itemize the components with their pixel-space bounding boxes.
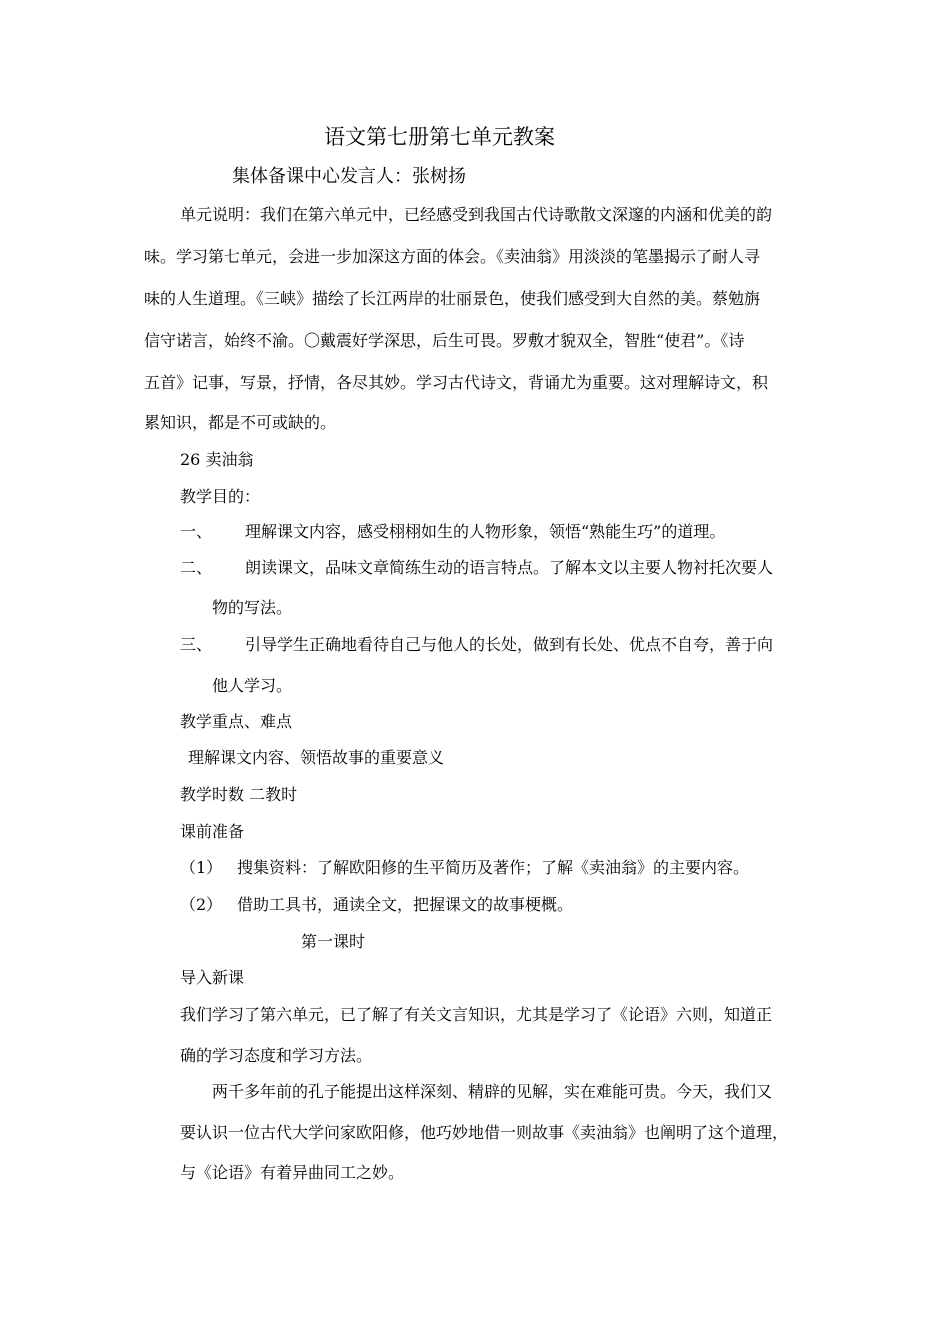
key-heading: 教学重点、难点 — [180, 712, 293, 731]
document-title: 语文第七册第七单元教案 — [324, 125, 555, 149]
paragraph-line: 我们学习了第六单元，已了解了有关文言知识，尤其是学习了《论语》六则，知道正 — [180, 1005, 773, 1024]
intro-line: 信守诺言，始终不渝。〇戴震好学深思，后生可畏。罗敷才貌双全，智胜“使君”。《诗 — [144, 331, 745, 350]
goal-text: 物的写法。 — [212, 598, 293, 617]
intro-line: 累知识，都是不可或缺的。 — [144, 413, 337, 432]
intro-line: 五首》记事，写景，抒情，各尽其妙。学习古代诗文，背诵尤为重要。这对理解诗文，积 — [144, 373, 769, 392]
intro-line: 味。学习第七单元，会进一步加深这方面的体会。《卖油翁》用淡淡的笔墨揭示了耐人寻 — [144, 247, 761, 266]
intro-line: 单元说明：我们在第六单元中，已经感受到我国古代诗歌散文深邃的内涵和优美的韵 — [180, 205, 773, 224]
prep-text: 借助工具书，通读全文，把握课文的故事梗概。 — [237, 895, 574, 914]
goal-text: 朗读课文，品味文章简练生动的语言特点。了解本文以主要人物衬托次要人 — [245, 558, 774, 577]
document-subtitle: 集体备课中心发言人：张树扬 — [232, 166, 466, 187]
prep-heading: 课前准备 — [180, 822, 245, 841]
paragraph-line: 两千多年前的孔子能提出这样深刻、精辟的见解，实在难能可贵。今天，我们又 — [212, 1082, 773, 1101]
intro-line: 味的人生道理。《三峡》描绘了长江两岸的壮丽景色，使我们感受到大自然的美。蔡勉旃 — [144, 289, 761, 308]
goal-text: 他人学习。 — [212, 676, 293, 695]
prep-number: （2） — [180, 895, 223, 914]
goal-number: 一、 — [180, 522, 213, 541]
teaching-hours: 教学时数 二教时 — [180, 785, 298, 804]
prep-text: 搜集资料：了解欧阳修的生平简历及著作；了解《卖油翁》的主要内容。 — [237, 858, 750, 877]
key-text: 理解课文内容、领悟故事的重要意义 — [188, 748, 445, 767]
goal-text: 理解课文内容，感受栩栩如生的人物形象，领悟“熟能生巧”的道理。 — [245, 522, 726, 541]
period-heading: 第一课时 — [301, 932, 366, 951]
paragraph-line: 要认识一位古代大学问家欧阳修，他巧妙地借一则故事《卖油翁》也阐明了这个道理， — [180, 1123, 789, 1142]
goal-text: 引导学生正确地看待自己与他人的长处，做到有长处、优点不自夸，善于向 — [245, 635, 774, 654]
intro-new-heading: 导入新课 — [180, 968, 245, 987]
paragraph-line: 与《论语》有着异曲同工之妙。 — [180, 1163, 405, 1182]
goal-number: 三、 — [180, 635, 213, 654]
paragraph-line: 确的学习态度和学习方法。 — [180, 1046, 373, 1065]
goal-number: 二、 — [180, 558, 213, 577]
goals-heading: 教学目的： — [180, 487, 261, 506]
prep-number: （1） — [180, 858, 223, 877]
lesson-heading: 26 卖油翁 — [180, 450, 254, 469]
